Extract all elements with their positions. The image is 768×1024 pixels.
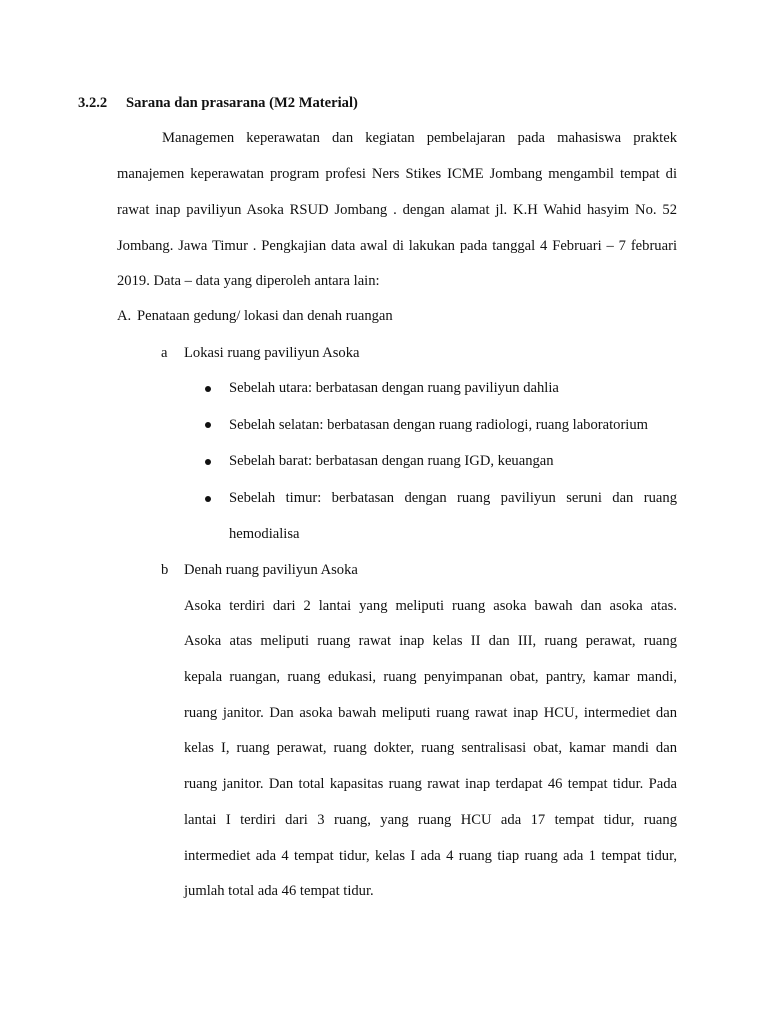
bullet-item-1: Sebelah utara: berbatasan dengan ruang paviliyun dahlia xyxy=(229,380,559,396)
sub-b-line-3: kepala ruangan, ruang edukasi, ruang penyimpanan obat, pantry, kamar mandi, xyxy=(184,669,677,685)
bullet-item-2: Sebelah selatan: berbatasan dengan ruang radiologi, ruang laboratorium xyxy=(229,417,649,433)
bullet-dot xyxy=(205,459,211,465)
part-a-marker: A. xyxy=(117,308,132,324)
bullet-dot xyxy=(205,386,211,392)
bullet-item-4-cont: hemodialisa xyxy=(229,526,300,542)
sub-a-title: Lokasi ruang paviliyun Asoka xyxy=(184,345,360,361)
intro-line-2: manajemen keperawatan program profesi Ners Stikes ICME Jombang mengambil tempat di xyxy=(117,166,677,182)
section-number: 3.2.2 xyxy=(78,95,108,111)
bullet-item-3: Sebelah barat: berbatasan dengan ruang IGD, keuangan xyxy=(229,453,554,469)
bullet-dot xyxy=(205,496,211,502)
part-a-title: Penataan gedung/ lokasi dan denah ruangan xyxy=(137,308,393,324)
sub-b-title: Denah ruang paviliyun Asoka xyxy=(184,562,358,578)
sub-b-line-2: Asoka atas meliputi ruang rawat inap kelas II dan III, ruang perawat, ruang xyxy=(184,633,677,649)
sub-b-line-4: ruang janitor. Dan asoka bawah meliputi ruang rawat inap HCU, intermediet dan xyxy=(184,705,677,721)
bullet-dot xyxy=(205,422,211,428)
sub-b-line-1: Asoka terdiri dari 2 lantai yang meliputi ruang asoka bawah dan asoka atas. xyxy=(184,598,677,614)
sub-a-marker: a xyxy=(161,345,168,361)
sub-b-line-7: lantai I terdiri dari 3 ruang, yang ruang HCU ada 17 tempat tidur, ruang xyxy=(184,812,677,828)
section-title: Sarana dan prasarana (M2 Material) xyxy=(126,95,358,111)
sub-b-line-5: kelas I, ruang perawat, ruang dokter, ruang sentralisasi obat, kamar mandi dan xyxy=(184,740,677,756)
sub-b-marker: b xyxy=(161,562,169,578)
sub-b-line-6: ruang janitor. Dan total kapasitas ruang rawat inap terdapat 46 tempat tidur. Pada xyxy=(184,776,677,792)
bullet-item-4: Sebelah timur: berbatasan dengan ruang paviliyun seruni dan ruang xyxy=(229,490,677,506)
sub-b-line-8: intermediet ada 4 tempat tidur, kelas I ada 4 ruang tiap ruang ada 1 tempat tidur, xyxy=(184,848,677,864)
sub-b-line-9: jumlah total ada 46 tempat tidur. xyxy=(184,883,374,899)
intro-line-4: Jombang. Jawa Timur . Pengkajian data awal di lakukan pada tanggal 4 Februari – 7 februari xyxy=(117,238,677,254)
intro-line-3: rawat inap paviliyun Asoka RSUD Jombang . dengan alamat jl. K.H Wahid hasyim No. 52 xyxy=(117,202,677,218)
intro-line-1: Managemen keperawatan dan kegiatan pembelajaran pada mahasiswa praktek xyxy=(162,130,677,146)
intro-line-5: 2019. Data – data yang diperoleh antara lain: xyxy=(117,273,380,289)
